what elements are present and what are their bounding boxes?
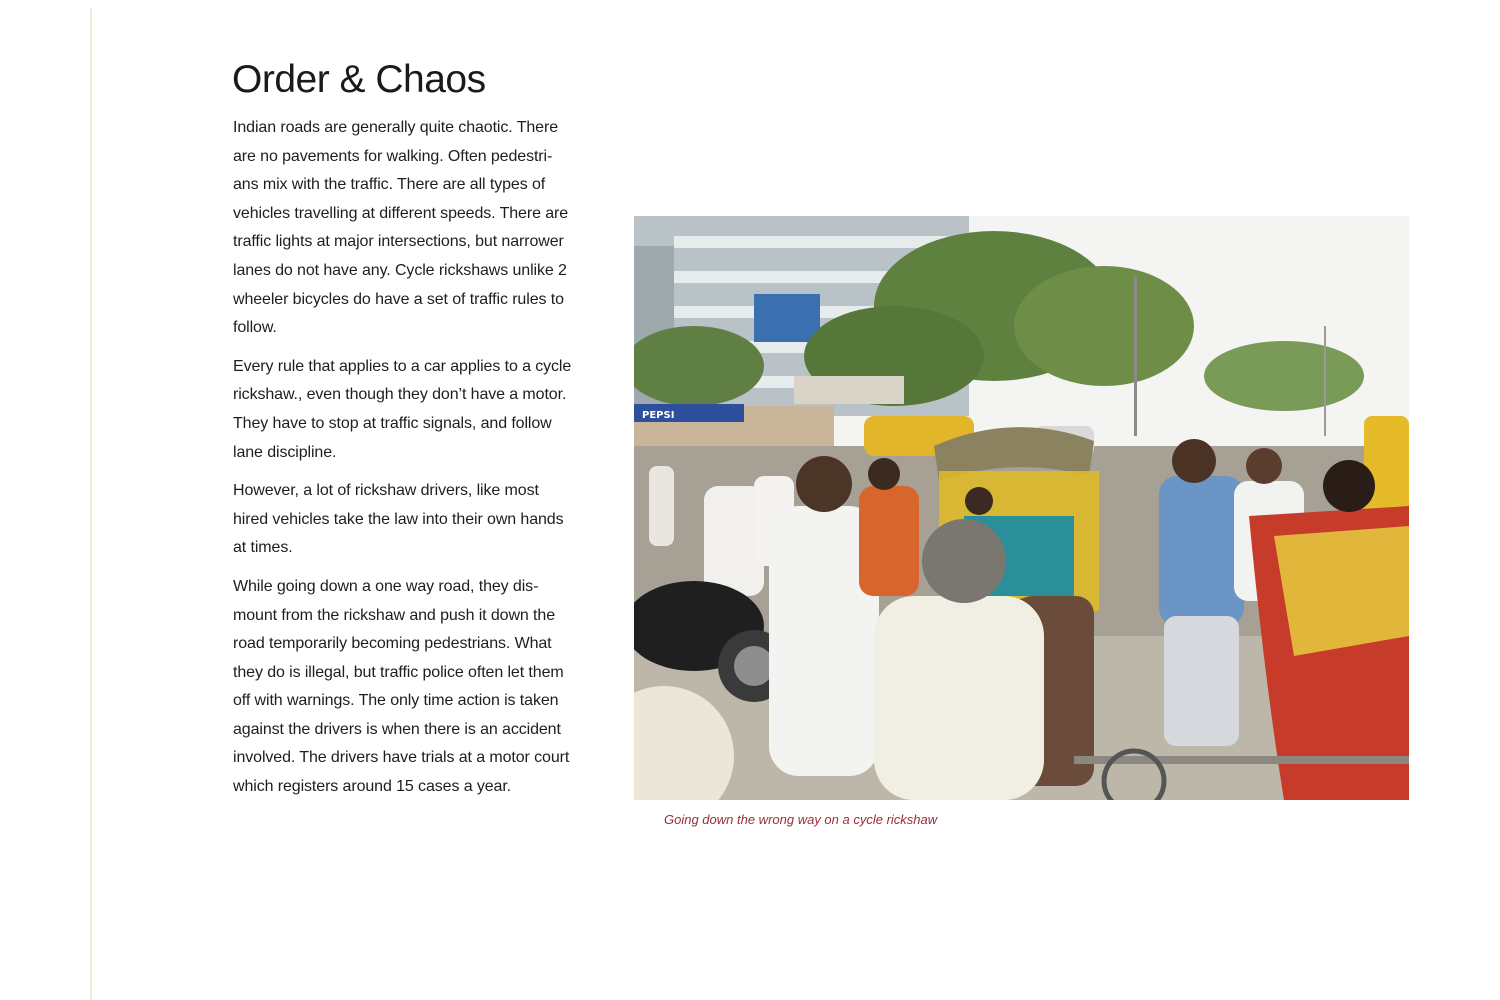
text-line: Every rule that applies to a car applies to a cycle xyxy=(233,357,572,375)
text-line: mount from the rickshaw and push it down the xyxy=(233,606,555,624)
text-line: rickshaw., even though they don’t have a motor. xyxy=(233,386,567,404)
paragraph-1 xyxy=(233,114,605,343)
margin-rule xyxy=(90,8,92,1000)
article-body xyxy=(233,114,605,812)
page-title: Order & Chaos xyxy=(232,58,486,101)
billboard-text: PEPSI xyxy=(642,410,675,421)
street-photo xyxy=(634,216,1409,800)
text-line: wheeler bicycles do have a set of traffic rules to xyxy=(233,290,564,308)
text-line: road temporarily becoming pedestrians. What xyxy=(233,635,552,653)
text-line: They have to stop at traffic signals, and follow xyxy=(233,414,552,432)
text-line: against the drivers is when there is an accident xyxy=(233,720,561,738)
text-line: which registers around 15 cases a year. xyxy=(233,778,512,796)
text-line: are no pavements for walking. Often pedestri- xyxy=(233,147,553,165)
text-line: lane discipline. xyxy=(233,443,337,461)
text-line: at times. xyxy=(233,539,293,557)
text-line: However, a lot of rickshaw drivers, like most xyxy=(233,482,539,500)
text-line: involved. The drivers have trials at a motor court xyxy=(233,749,570,767)
text-line: vehicles travelling at different speeds. There are xyxy=(233,204,569,222)
text-line: follow. xyxy=(233,319,277,337)
text-line: lanes do not have any. Cycle rickshaws unlike 2 xyxy=(233,261,567,279)
street-scene-illustration xyxy=(634,216,1409,800)
text-line: traffic lights at major intersections, but narrower xyxy=(233,233,564,251)
photo-caption: Going down the wrong way on a cycle rickshaw xyxy=(664,812,938,827)
text-line: While going down a one way road, they dis- xyxy=(233,577,539,595)
text-line: Indian roads are generally quite chaotic. There xyxy=(233,119,558,136)
paragraph-3 xyxy=(233,477,605,563)
text-line: they do is illegal, but traffic police often let them xyxy=(233,663,564,681)
text-line: off with warnings. The only time action is taken xyxy=(233,692,559,710)
text-line: hired vehicles take the law into their own hands xyxy=(233,510,564,528)
paragraph-4 xyxy=(233,573,605,802)
paragraph-2 xyxy=(233,353,605,467)
text-line: ans mix with the traffic. There are all types of xyxy=(233,176,546,194)
